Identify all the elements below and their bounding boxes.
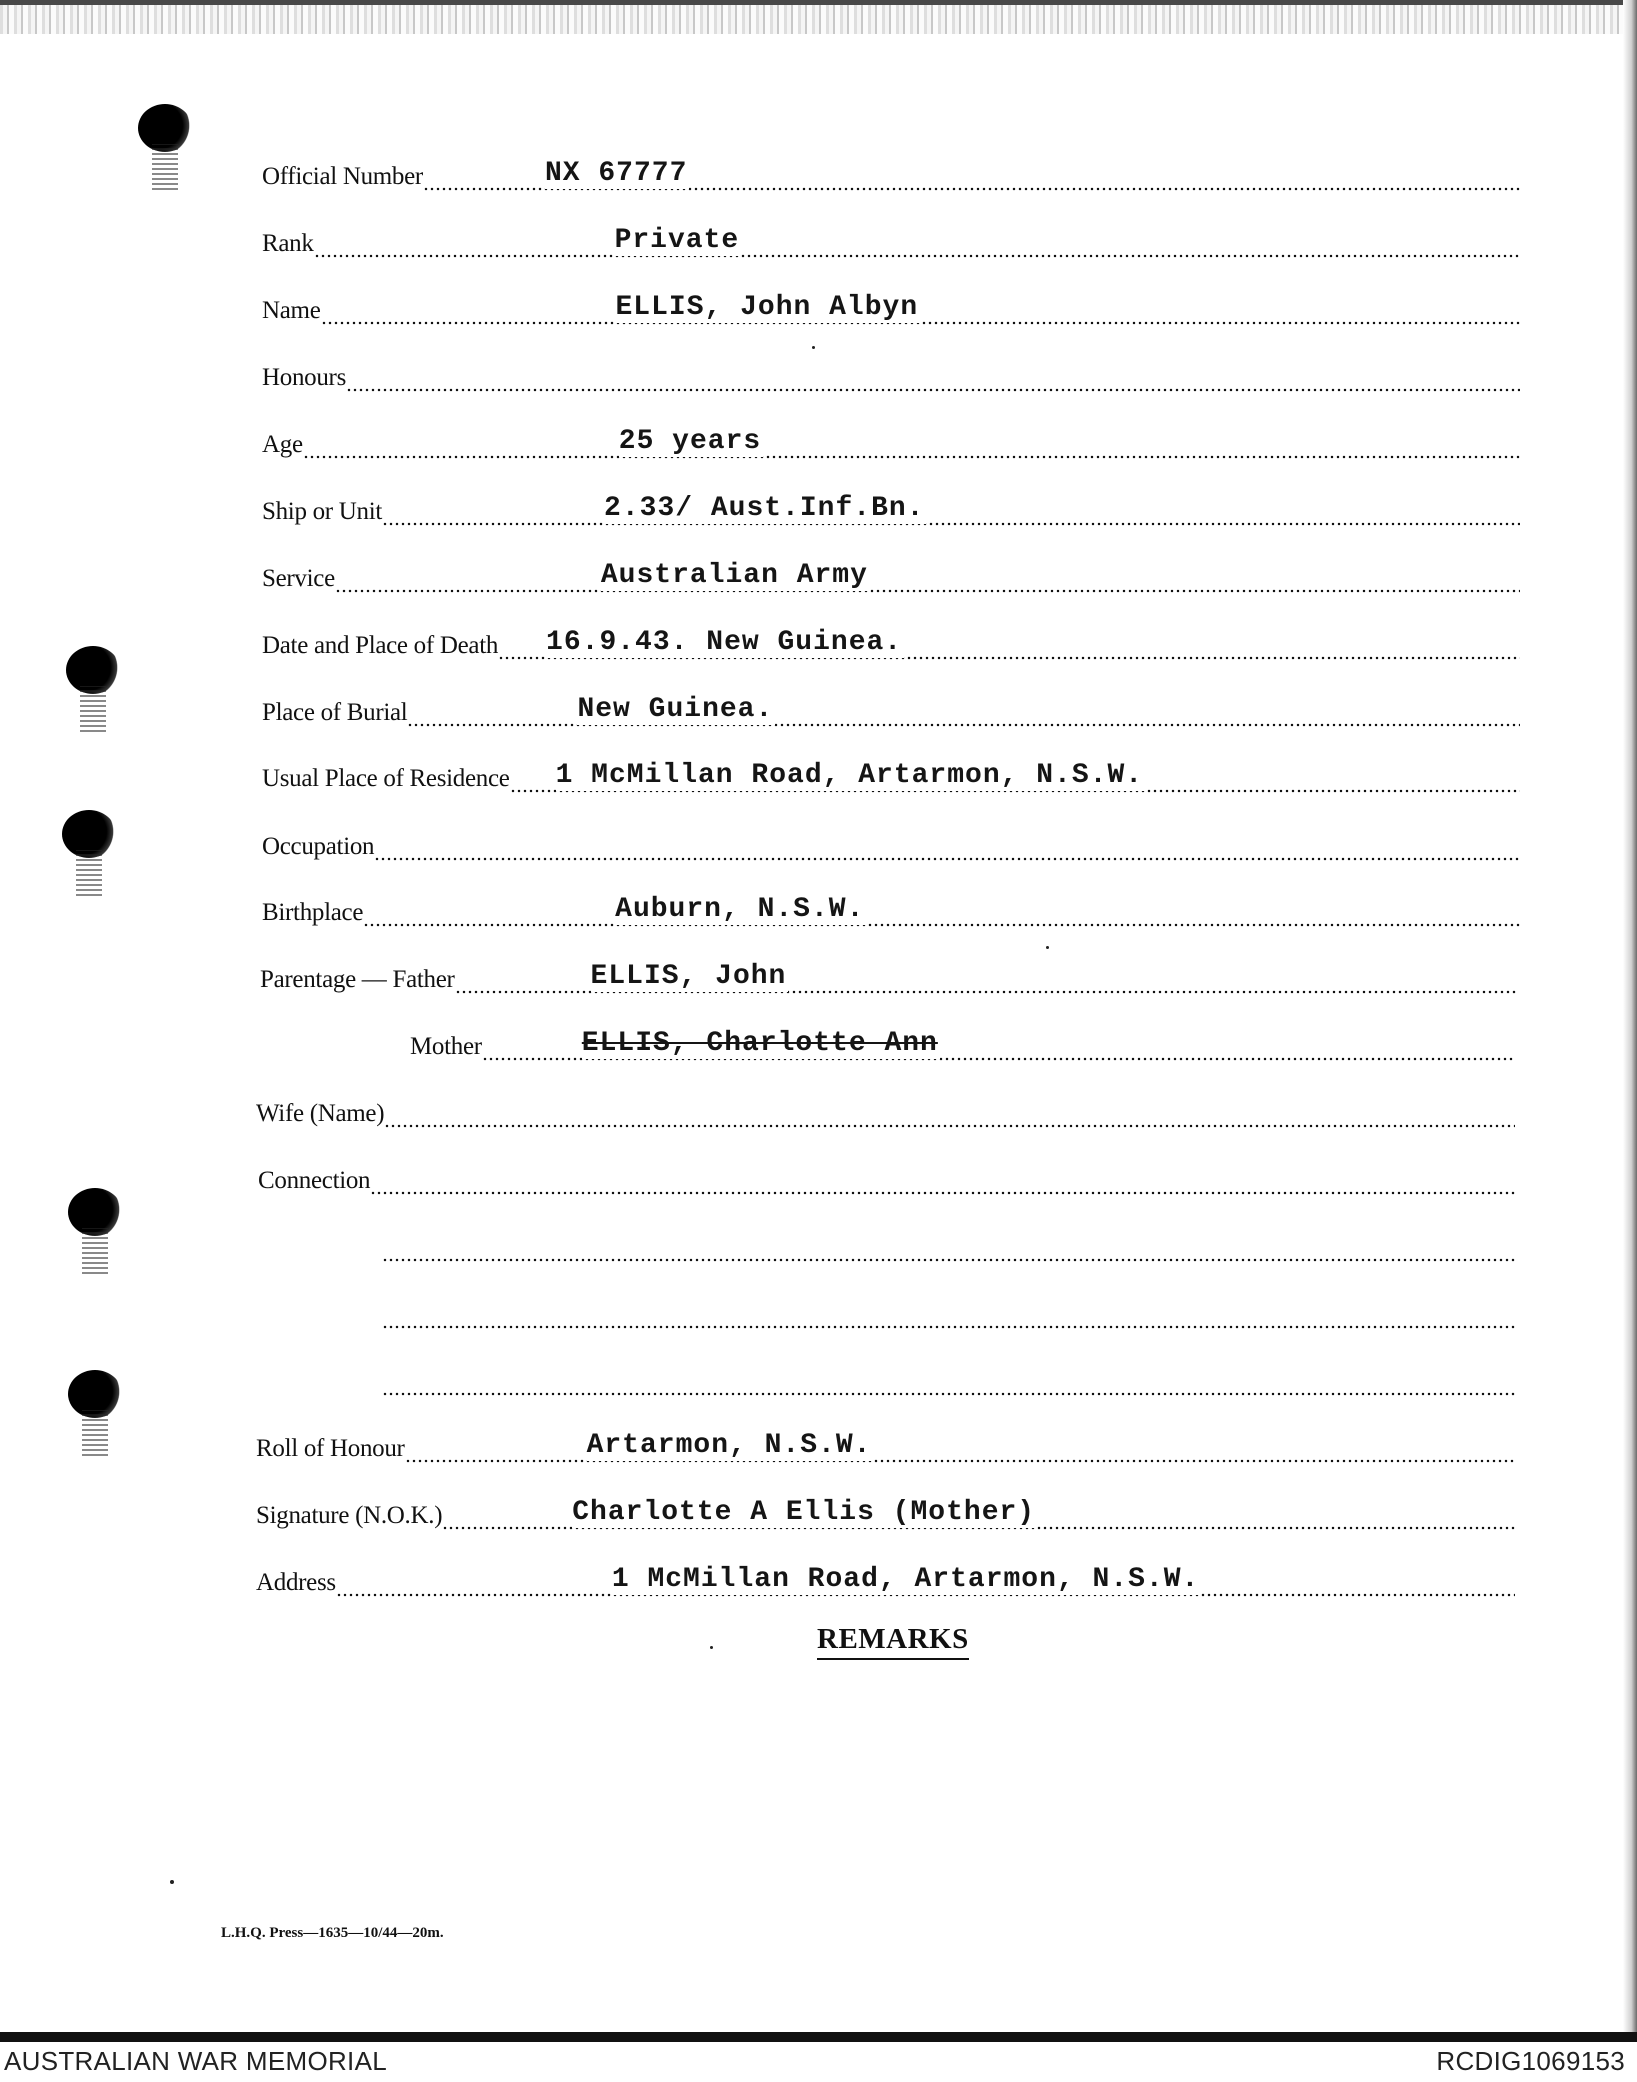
field-service [262, 556, 1520, 596]
field-label: Connection [258, 1167, 371, 1194]
field-value: 25 years [618, 426, 762, 457]
field-label: Birthplace [262, 899, 364, 926]
field-wife-name [256, 1091, 1515, 1131]
field-connection [258, 1158, 1515, 1198]
dotted-leader [510, 756, 1520, 796]
remarks-heading: REMARKS [817, 1623, 969, 1660]
field-official-number [262, 154, 1520, 194]
field-birthplace [262, 890, 1520, 930]
field-value: 2.33/ Aust.Inf.Bn. [604, 493, 925, 524]
dotted-leader [382, 1359, 1515, 1399]
dotted-leader [405, 1426, 1515, 1466]
field-label: Age [262, 431, 303, 458]
dotted-leader [384, 1091, 1515, 1131]
field-value: 1 McMillan Road, Artarmon, N.S.W. [555, 760, 1144, 791]
field-roll-of-honour [256, 1426, 1515, 1466]
printer-imprint: L.H.Q. Press—1635—10/44—20m. [221, 1925, 444, 1941]
dotted-leader [335, 556, 1520, 596]
dotted-leader [407, 690, 1520, 730]
dotted-leader [374, 824, 1520, 864]
field-value: ELLIS, John [590, 961, 787, 992]
field-value: Private [614, 225, 740, 256]
field-value: 16.9.43. New Guinea. [546, 627, 903, 658]
field-label: Occupation [262, 833, 375, 860]
field-ship-or-unit [262, 489, 1520, 529]
field-age [262, 422, 1520, 462]
field-value: New Guinea. [577, 694, 774, 725]
field-usual-place-of-residence [262, 756, 1520, 796]
dotted-leader [382, 1225, 1515, 1265]
field-label: Mother [410, 1033, 482, 1060]
dotted-leader [482, 1024, 1515, 1064]
field-label: Signature (N.O.K.) [256, 1502, 443, 1529]
field-value: Australian Army [600, 560, 868, 591]
field-label: Service [262, 565, 335, 592]
field-value: ELLIS, Charlotte Ann [581, 1028, 938, 1059]
dotted-leader [363, 890, 1520, 930]
field-connection-continued [382, 1292, 1515, 1332]
field-name [262, 288, 1520, 328]
field-label: Roll of Honour [256, 1435, 405, 1462]
archive-reference: RCDIG1069153 [1436, 2046, 1625, 2076]
field-label: Date and Place of Death [262, 632, 499, 659]
field-label: Parentage — Father [260, 966, 455, 993]
field-label: Name [262, 297, 321, 324]
dotted-leader [423, 154, 1520, 194]
field-label: Honours [262, 364, 347, 391]
field-value: Artarmon, N.S.W. [586, 1430, 872, 1461]
field-value: 1 McMillan Road, Artarmon, N.S.W. [611, 1564, 1200, 1595]
field-rank [262, 221, 1520, 261]
field-place-of-burial [262, 690, 1520, 730]
dotted-leader [346, 355, 1520, 395]
field-value: ELLIS, John Albyn [615, 292, 919, 323]
dotted-leader [303, 422, 1520, 462]
dotted-leader [382, 1292, 1515, 1332]
field-value: NX 67777 [544, 158, 688, 189]
field-connection-continued [382, 1359, 1515, 1399]
field-label: Rank [262, 230, 314, 257]
dotted-leader [498, 623, 1520, 663]
field-honours [262, 355, 1520, 395]
field-label: Address [256, 1569, 336, 1596]
ink-speck [710, 1646, 713, 1649]
scan-bottom-edge [0, 2032, 1637, 2042]
field-occupation [262, 824, 1520, 864]
field-address [256, 1560, 1515, 1600]
dotted-leader [370, 1158, 1515, 1198]
field-label: Place of Burial [262, 699, 408, 726]
field-value: Auburn, N.S.W. [615, 894, 865, 925]
field-parentage-mother [410, 1024, 1515, 1064]
field-label: Ship or Unit [262, 498, 383, 525]
field-signature-nok [256, 1493, 1515, 1533]
dotted-leader [455, 957, 1518, 997]
dotted-leader [336, 1560, 1515, 1600]
field-label: Wife (Name) [256, 1100, 385, 1127]
dotted-leader [314, 221, 1520, 261]
field-parentage-father [260, 957, 1518, 997]
archive-institution: AUSTRALIAN WAR MEMORIAL [4, 2046, 387, 2076]
field-label: Usual Place of Residence [262, 765, 510, 792]
field-label: Official Number [262, 163, 423, 190]
field-value: Charlotte A Ellis (Mother) [572, 1497, 1036, 1528]
dotted-leader [321, 288, 1521, 328]
dotted-leader [382, 489, 1520, 529]
ink-speck [812, 346, 815, 349]
field-connection-continued [382, 1225, 1515, 1265]
ink-speck [170, 1880, 174, 1884]
dotted-leader [442, 1493, 1515, 1533]
field-date-and-place-of-death [262, 623, 1520, 663]
ink-speck [1046, 946, 1049, 949]
